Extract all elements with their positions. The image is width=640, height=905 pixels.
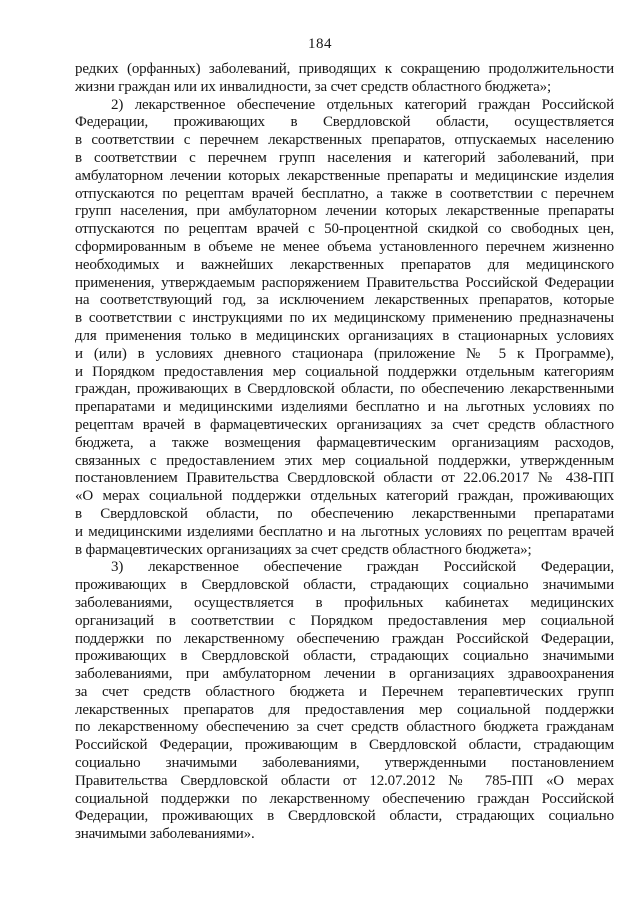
text-line: организаций в соответствии с Порядком предоставления мер социальной [75,612,614,629]
text-line: рецептам врачей в фармацевтических организациях за счет средств областного [75,416,614,433]
text-line: постановлением Правительства Свердловской области от 22.06.2017 № 438-ПП [75,470,614,487]
text-line: граждан, проживающих в Свердловской области, по обеспечению лекарственными [75,381,614,398]
text-line: проживающих в Свердловской области, страдающих социально значимыми [75,648,614,665]
text-line: и (или) в условиях дневного стационара (приложение № 5 к Программе), [75,345,614,362]
document-body [75,61,614,844]
text-line: связанных с предоставлением этих мер социальной поддержки, утвержденным [75,452,614,469]
text-line: групп населения, при амбулаторном лечении которых лекарственные препараты [75,203,614,220]
paragraph [75,559,614,844]
text-line: лекарственных препаратов для предоставления мер социальной поддержки [75,701,614,718]
text-line: в фармацевтических организациях за счет средств областного бюджета»; [75,541,532,558]
text-line: отпускаются по рецептам врачей с 50-процентной скидкой со свободных цен, [75,221,614,238]
paragraph [75,61,614,97]
text-line: значимыми заболеваниями». [75,826,255,843]
text-line: и медицинскими изделиями бесплатно и на льготных условиях по рецептам врачей [75,523,614,540]
text-line: заболеваниями, осуществляется в профильных кабинетах медицинских [75,594,614,611]
text-line: в соответствии с перечнем групп населения и категорий заболеваний, при [75,149,614,166]
text-line: Федерации, проживающих в Свердловской области, осуществляется [75,114,614,131]
text-line: социальной поддержки по лекарственному обеспечению граждан Российской [75,790,614,807]
text-line: социально значимыми заболеваниями, утвержденными постановлением [75,755,614,772]
text-line: жизни граждан или их инвалидности, за счет средств областного бюджета»; [75,78,552,95]
text-line: сформированным в объеме не менее объема установленного перечнем жизненно [75,238,614,255]
text-line: Российской Федерации, проживающим в Свердловской области, страдающим [75,737,614,754]
paragraph [75,97,614,560]
text-line: заболеваниями, при амбулаторном лечении в организациях здравоохранения [75,666,614,683]
text-line: в соответствии с инструкциями по их медицинскому применению предназначены [75,310,614,327]
text-line: препаратами и медицинскими изделиями бесплатно и на льготных условиях по [75,399,614,416]
text-line: бюджета, а также возмещения фармацевтическим организациям расходов, [75,434,614,451]
text-line: амбулаторном лечении которых лекарственные препараты и медицинские изделия [75,167,614,184]
text-line: необходимых и важнейших лекарственных препаратов для медицинского [75,256,614,273]
text-line: для применения только в медицинских организациях в стационарных условиях [75,327,614,344]
text-line: на соответствующий год, за исключением лекарственных препаратов, которые [75,292,614,309]
text-line: редких (орфанных) заболеваний, приводящих к сокращению продолжительности [75,61,614,77]
text-line: Федерации, проживающих в Свердловской области, страдающих социально [75,808,614,825]
text-line: «О мерах социальной поддержки отдельных категорий граждан, проживающих [75,488,614,505]
text-line: поддержки по лекарственному обеспечению граждан Российской Федерации, [75,630,614,647]
text-line: и Порядком предоставления мер социальной поддержки отдельным категориям [75,363,614,380]
text-line: проживающих в Свердловской области, страдающих социально значимыми [75,577,614,594]
text-line: 2) лекарственное обеспечение отдельных категорий граждан Российской [111,96,614,113]
text-line: отпускаются по рецептам врачей бесплатно, а также в соответствии с перечнем [75,185,614,202]
page-number: 184 [308,36,332,52]
text-line: в Свердловской области, по обеспечению лекарственными препаратами [75,505,614,522]
text-line: за счет средств областного бюджета и Перечнем терапевтических групп [75,683,614,700]
text-line: 3) лекарственное обеспечение граждан Российской Федерации, [111,559,614,576]
text-line: Правительства Свердловской области от 12.07.2012 № 785-ПП «О мерах [75,772,614,789]
text-line: по лекарственному обеспечению за счет средств областного бюджета гражданам [75,719,614,736]
text-line: в соответствии с перечнем лекарственных препаратов, отпускаемых населению [75,132,614,149]
text-line: применения, утверждаемым распоряжением Правительства Российской Федерации [75,274,614,291]
